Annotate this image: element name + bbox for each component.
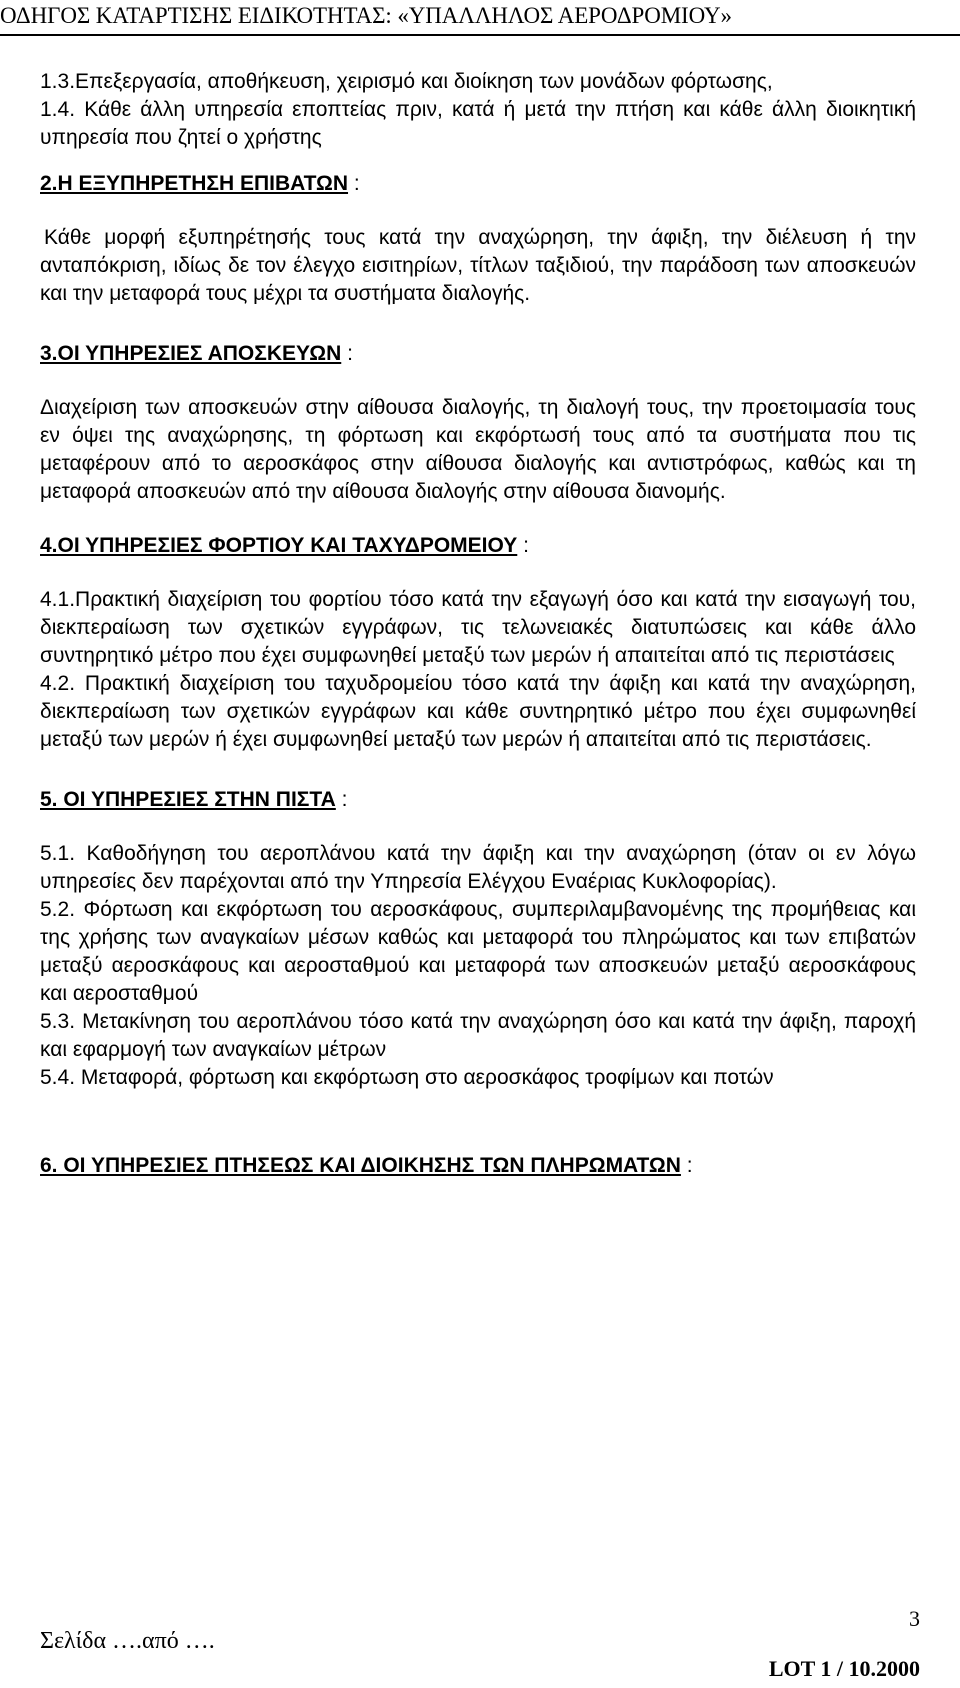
section-2-heading: 2.Η ΕΞΥΠΗΡΕΤΗΣΗ ΕΠΙΒΑΤΩΝ : — [40, 172, 360, 195]
section-3-heading: 3.ΟΙ ΥΠΗΡΕΣΙΕΣ ΑΠΟΣΚΕΥΩΝ : — [40, 342, 353, 365]
lot-label: LOT 1 / 10.2000 — [768, 1656, 920, 1681]
section-4-heading: 4.ΟΙ ΥΠΗΡΕΣΙΕΣ ΦΟΡΤΙΟΥ ΚΑΙ ΤΑΧΥΔΡΟΜΕΙΟΥ : — [40, 534, 529, 557]
item-5-1: 5.1. Καθοδήγηση του αεροπλάνου κατά την άφιξη και την αναχώρηση (όταν οι εν λόγω υπηρεσίες δεν παρέχονται από την Υπηρεσία Ελέγχου Εναέριας Κυκλοφορίας). — [40, 842, 916, 893]
section-6-title: 6. ΟΙ ΥΠΗΡΕΣΙΕΣ ΠΤΗΣΕΩΣ ΚΑΙ ΔΙΟΙΚΗΣΗΣ ΤΩΝ ΠΛΗΡΩΜΑΤΩΝ — [40, 1154, 681, 1177]
item-5-3: 5.3. Μετακίνηση του αεροπλάνου τόσο κατά την αναχώρηση όσο και κατά την άφιξη, παροχή και εφαρμογή των αναγκαίων μέτρων — [40, 1010, 916, 1061]
section-5-heading: 5. ΟΙ ΥΠΗΡΕΣΙΕΣ ΣΤΗΝ ΠΙΣΤΑ : — [40, 788, 348, 811]
section-3-title: 3.ΟΙ ΥΠΗΡΕΣΙΕΣ ΑΠΟΣΚΕΥΩΝ — [40, 342, 342, 365]
section-6-heading: 6. ΟΙ ΥΠΗΡΕΣΙΕΣ ΠΤΗΣΕΩΣ ΚΑΙ ΔΙΟΙΚΗΣΗΣ ΤΩΝ ΠΛΗΡΩΜΑΤΩΝ : — [40, 1154, 693, 1177]
section-5-title: 5. ΟΙ ΥΠΗΡΕΣΙΕΣ ΣΤΗΝ ΠΙΣΤΑ — [40, 788, 336, 811]
page-label: Σελίδα ….από …. — [40, 1628, 215, 1654]
item-4-1: 4.1.Πρακτική διαχείριση του φορτίου τόσο κατά την εξαγωγή όσο και κατά την εισαγωγή του, διεκπεραίωση των σχετικών εγγράφων, τις τελωνειακές διατυπώσεις και κάθε άλλο συντηρητικό μέτρο που έχει συμφωνηθεί μεταξύ των μερών ή απαιτείται από τις περιστάσεις — [40, 588, 916, 667]
header-divider — [0, 34, 960, 36]
section-4-title: 4.ΟΙ ΥΠΗΡΕΣΙΕΣ ΦΟΡΤΙΟΥ ΚΑΙ ΤΑΧΥΔΡΟΜΕΙΟΥ — [40, 534, 518, 557]
page-number: 3 — [909, 1606, 920, 1631]
section-2-title: 2.Η ΕΞΥΠΗΡΕΤΗΣΗ ΕΠΙΒΑΤΩΝ — [40, 172, 349, 195]
section-3-text: Διαχείριση των αποσκευών στην αίθουσα διαλογής, τη διαλογή τους, την προετοιμασία τους εν όψει της αναχώρησης, τη φόρτωση και εκφόρτωσή τους από τα συστήματα που τις μεταφέρουν από το αεροσκάφος στην αίθουσα διαλογής και αντιστρόφως, καθώς και τη μεταφορά αποσκευών από την αίθουσα διαλογής στην αίθουσα διανομής. — [40, 396, 916, 503]
item-1-4: 1.4. Κάθε άλλη υπηρεσία εποπτείας πριν, κατά ή μετά την πτήση και κάθε άλλη διοικητική υπηρεσία που ζητεί ο χρήστης — [40, 98, 916, 149]
section-2-text: Κάθε μορφή εξυπηρέτησής τους κατά την αναχώρηση, την άφιξη, την διέλευση ή την ανταπόκριση, ιδίως δε τον έλεγχο εισιτηρίων, τίτλων ταξιδιού, την παράδοση των αποσκευών και την μεταφορά τους μέχρι τα συστήματα διαλογής. — [40, 226, 916, 305]
item-1-3: 1.3.Επεξεργασία, αποθήκευση, χειρισμό και διοίκηση των μονάδων φόρτωσης, — [40, 70, 773, 93]
item-4-2: 4.2. Πρακτική διαχείριση του ταχυδρομείου τόσο κατά την άφιξη και κατά την αναχώρηση, διεκπεραίωση των σχετικών εγγράφων και κάθε συντηρητικό μέτρο που έχει συμφωνηθεί μεταξύ των μερών ή έχει συμφωνηθεί μεταξύ των μερών ή απαιτείται από τις περιστάσεις. — [40, 672, 916, 751]
item-5-2: 5.2. Φόρτωση και εκφόρτωση του αεροσκάφους, συμπεριλαμβανομένης της προμήθειας και της χρήσης των αναγκαίων μέσων καθώς και μεταφορά του πληρώματος και των επιβατών μεταξύ αεροσκάφους και αεροσταθμού και μεταφορά των αποσκευών μεταξύ αεροσκάφους και αεροσταθμού — [40, 898, 916, 1005]
item-5-4: 5.4. Μεταφορά, φόρτωση και εκφόρτωση στο αεροσκάφος τροφίμων και ποτών — [40, 1066, 774, 1089]
page-header: ΟΔΗΓΟΣ ΚΑΤΑΡΤΙΣΗΣ ΕΙΔΙΚΟΤΗΤΑΣ: «ΥΠΑΛΛΗΛΟΣ ΑΕΡΟΔΡΟΜΙΟΥ» — [0, 3, 732, 28]
document-body — [40, 68, 916, 1180]
